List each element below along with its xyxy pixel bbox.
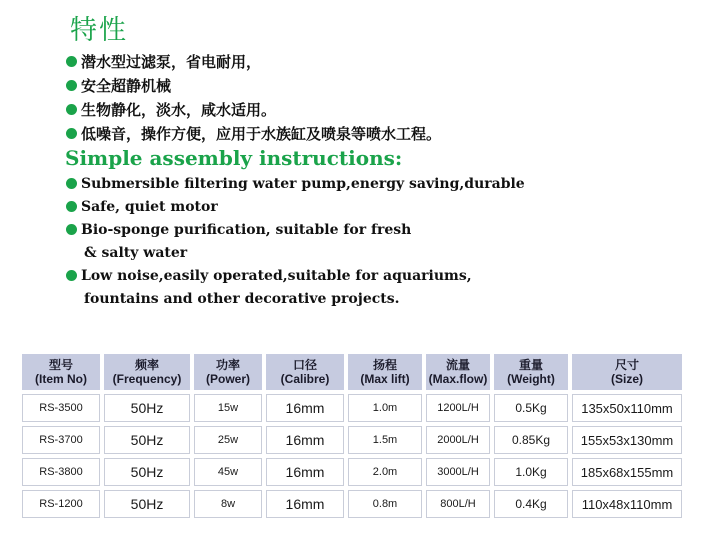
column-header-cn: 重量 (518, 358, 543, 372)
column-header (22, 354, 100, 390)
spec-table-body (22, 394, 682, 518)
spec-table (18, 350, 686, 522)
table-cell: 15w (194, 394, 262, 422)
table-cell: 155x53x130mm (572, 426, 682, 454)
table-cell: 2000L/H (426, 426, 490, 454)
column-header (572, 354, 682, 390)
bullet-dot-icon (66, 201, 77, 212)
feature-text-en: Bio-sponge purification, suitable for fresh (81, 222, 412, 238)
column-header-en: (Frequency) (112, 372, 182, 386)
table-cell: 800L/H (426, 490, 490, 518)
feature-text-en: Low noise,easily operated,suitable for aquariums, (81, 268, 472, 284)
table-cell: 0.5Kg (494, 394, 568, 422)
feature-text-cn: 低噪音，操作方便，应用于水族缸及喷泉等喷水工程。 (81, 125, 442, 143)
table-cell: 16mm (266, 426, 344, 454)
column-header (426, 354, 490, 390)
feature-item-en (66, 196, 525, 219)
feature-text-en: & salty water (84, 245, 188, 261)
features-list-en (66, 173, 525, 311)
feature-item-en-continued (66, 242, 525, 265)
table-cell: 0.8m (348, 490, 422, 518)
table-cell: 135x50x110mm (572, 394, 682, 422)
table-cell: 3000L/H (426, 458, 490, 486)
column-header-en: (Power) (205, 372, 250, 386)
feature-item-en (66, 173, 525, 196)
table-row (22, 458, 682, 486)
column-header (104, 354, 190, 390)
feature-text-en: Safe, quiet motor (81, 199, 218, 215)
column-header (194, 354, 262, 390)
bullet-dot-icon (66, 270, 77, 281)
bullet-dot-icon (66, 56, 77, 67)
table-cell: RS-3500 (22, 394, 100, 422)
table-row (22, 426, 682, 454)
bullet-dot-icon (66, 128, 77, 139)
feature-item-cn (66, 98, 441, 122)
table-cell: 50Hz (104, 394, 190, 422)
column-header-cn: 流量 (445, 358, 470, 372)
table-cell: RS-1200 (22, 490, 100, 518)
table-cell: 50Hz (104, 458, 190, 486)
table-cell: 45w (194, 458, 262, 486)
table-row (22, 490, 682, 518)
table-row (22, 394, 682, 422)
column-header-en: (Weight) (507, 372, 555, 386)
column-header-en: (Item No) (35, 372, 87, 386)
column-header-cn: 功率 (215, 358, 240, 372)
feature-item-en-continued (66, 288, 525, 311)
table-cell: 25w (194, 426, 262, 454)
column-header-cn: 口径 (292, 358, 317, 372)
column-header-cn: 型号 (48, 358, 73, 372)
feature-item-en (66, 219, 525, 242)
column-header-en: (Calibre) (280, 372, 330, 386)
table-cell: RS-3800 (22, 458, 100, 486)
features-title-cn: 特性 (70, 15, 128, 46)
column-header-en: (Max lift) (360, 372, 410, 386)
feature-item-cn (66, 50, 441, 74)
table-cell: 16mm (266, 394, 344, 422)
table-cell: 110x48x110mm (572, 490, 682, 518)
table-cell: 50Hz (104, 490, 190, 518)
feature-item-cn (66, 122, 441, 146)
spec-table-header (22, 354, 682, 390)
table-cell: 50Hz (104, 426, 190, 454)
features-title-en: Simple assembly instructions: (65, 146, 403, 170)
column-header-cn: 频率 (134, 358, 159, 372)
table-cell: 0.85Kg (494, 426, 568, 454)
table-cell: 8w (194, 490, 262, 518)
column-header-cn: 扬程 (372, 358, 397, 372)
column-header (266, 354, 344, 390)
table-cell: 185x68x155mm (572, 458, 682, 486)
table-cell: 16mm (266, 458, 344, 486)
column-header-en: (Max.flow) (428, 372, 488, 386)
bullet-dot-icon (66, 104, 77, 115)
feature-text-en: Submersible filtering water pump,energy saving,durable (81, 176, 525, 192)
table-cell: 1.0Kg (494, 458, 568, 486)
table-cell: 0.4Kg (494, 490, 568, 518)
table-cell: 1.0m (348, 394, 422, 422)
feature-text-cn: 生物静化，淡水，咸水适用。 (81, 101, 277, 119)
bullet-dot-icon (66, 178, 77, 189)
table-cell: 16mm (266, 490, 344, 518)
feature-text-cn: 潜水型过滤泵，省电耐用， (81, 53, 262, 71)
table-cell: RS-3700 (22, 426, 100, 454)
column-header (494, 354, 568, 390)
feature-item-cn (66, 74, 441, 98)
bullet-dot-icon (66, 80, 77, 91)
features-list-cn (66, 50, 441, 146)
table-cell: 1.5m (348, 426, 422, 454)
bullet-dot-icon (66, 224, 77, 235)
column-header-en: (Size) (610, 372, 643, 386)
feature-item-en (66, 265, 525, 288)
feature-text-cn: 安全超静机械 (81, 77, 172, 95)
table-cell: 2.0m (348, 458, 422, 486)
table-cell: 1200L/H (426, 394, 490, 422)
column-header (348, 354, 422, 390)
column-header-cn: 尺寸 (614, 358, 639, 372)
feature-text-en: fountains and other decorative projects. (84, 291, 400, 307)
